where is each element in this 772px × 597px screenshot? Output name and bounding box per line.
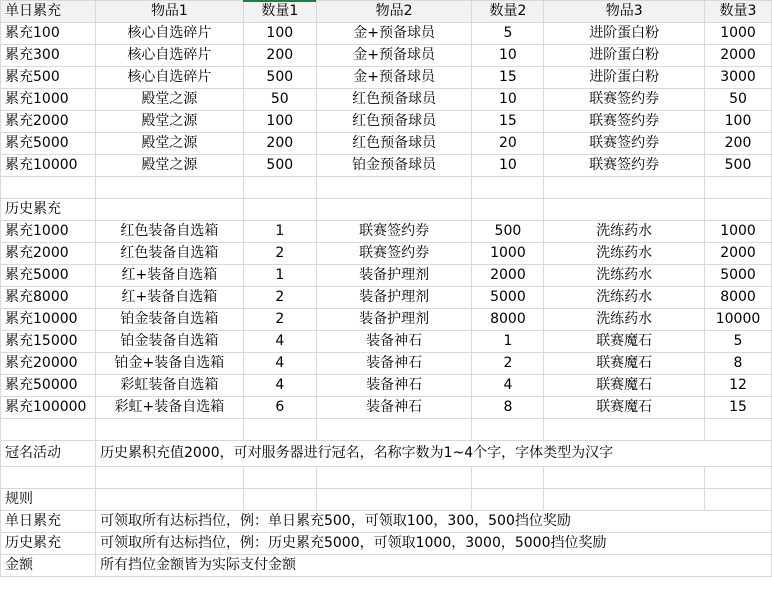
empty-cell[interactable]	[243, 177, 316, 199]
table-cell[interactable]: 洗练药水	[544, 287, 705, 309]
table-cell[interactable]: 4	[243, 331, 316, 353]
empty-cell[interactable]	[316, 419, 472, 441]
table-cell[interactable]: 红+装备自选箱	[95, 287, 243, 309]
history-row	[1, 331, 772, 353]
table-cell[interactable]: 4	[243, 375, 316, 397]
table-cell[interactable]: 进阶蛋白粉	[544, 45, 705, 67]
table-cell[interactable]: 500	[243, 155, 316, 177]
table-cell[interactable]: 累充20000	[1, 353, 96, 375]
row-label-cell[interactable]: 冠名活动	[1, 441, 96, 467]
table-cell[interactable]: 装备神石	[316, 375, 472, 397]
table-cell[interactable]: 铂金装备自选箱	[95, 331, 243, 353]
table-cell[interactable]: 联赛魔石	[544, 397, 705, 419]
empty-cell[interactable]	[316, 177, 472, 199]
table-cell[interactable]: 联赛签约券	[544, 133, 705, 155]
table-cell[interactable]: 1	[243, 265, 316, 287]
table-cell[interactable]: 联赛签约券	[316, 221, 472, 243]
daily-row	[1, 45, 772, 67]
history-row	[1, 353, 772, 375]
history-row	[1, 243, 772, 265]
empty-cell[interactable]	[705, 177, 772, 199]
table-cell[interactable]: 联赛签约券	[544, 155, 705, 177]
table-cell[interactable]: 5000	[472, 287, 544, 309]
empty-cell[interactable]	[544, 467, 705, 489]
section-title-cell[interactable]: 规则	[1, 489, 96, 511]
rule-row	[1, 555, 772, 577]
row-label-cell[interactable]: 历史累充	[1, 533, 96, 555]
empty-cell[interactable]	[705, 419, 772, 441]
table-cell[interactable]: 10	[472, 155, 544, 177]
table-cell[interactable]: 殿堂之源	[95, 111, 243, 133]
table-cell[interactable]: 累充1000	[1, 221, 96, 243]
empty-cell[interactable]	[95, 419, 243, 441]
table-cell[interactable]: 5	[472, 23, 544, 45]
table-cell[interactable]: 累充100	[1, 23, 96, 45]
table-cell[interactable]: 联赛魔石	[544, 331, 705, 353]
table-cell[interactable]: 15	[472, 67, 544, 89]
table-cell[interactable]: 500	[243, 67, 316, 89]
table-cell[interactable]: 红色装备自选箱	[95, 221, 243, 243]
table-cell[interactable]: 进阶蛋白粉	[544, 67, 705, 89]
table-cell[interactable]: 200	[705, 133, 772, 155]
rule-row	[1, 533, 772, 555]
table-cell[interactable]: 1000	[705, 221, 772, 243]
empty-cell[interactable]	[544, 177, 705, 199]
history-row	[1, 309, 772, 331]
table-cell[interactable]: 200	[243, 133, 316, 155]
empty-cell[interactable]	[95, 199, 243, 221]
empty-cell[interactable]	[243, 489, 316, 511]
history-row	[1, 221, 772, 243]
table-cell[interactable]: 2	[472, 353, 544, 375]
table-cell[interactable]: 累充500	[1, 67, 96, 89]
table-cell[interactable]: 2000	[705, 45, 772, 67]
table-cell[interactable]: 1	[472, 331, 544, 353]
table-cell[interactable]: 累充2000	[1, 243, 96, 265]
row-label-cell[interactable]: 金额	[1, 555, 96, 577]
table-cell[interactable]: 10000	[705, 309, 772, 331]
daily-row	[1, 67, 772, 89]
table-cell[interactable]: 50	[243, 89, 316, 111]
table-cell[interactable]: 8	[705, 353, 772, 375]
empty-cell[interactable]	[316, 467, 472, 489]
table-cell[interactable]: 累充2000	[1, 111, 96, 133]
table-cell[interactable]: 进阶蛋白粉	[544, 23, 705, 45]
table-cell[interactable]: 红+装备自选箱	[95, 265, 243, 287]
table-cell[interactable]: 12	[705, 375, 772, 397]
table-cell[interactable]: 100	[243, 111, 316, 133]
column-header[interactable]: 数量2	[472, 1, 544, 23]
table-cell[interactable]: 2	[243, 243, 316, 265]
empty-cell[interactable]	[1, 177, 96, 199]
row-text-cell[interactable]: 历史累积充值2000，可对服务器进行冠名，名称字数为1~4个字，字体类型为汉字	[95, 441, 771, 467]
table-cell[interactable]: 金+预备球员	[316, 23, 472, 45]
empty-cell[interactable]	[544, 489, 705, 511]
empty-cell[interactable]	[705, 199, 772, 221]
table-cell[interactable]: 2	[243, 309, 316, 331]
empty-cell[interactable]	[316, 199, 472, 221]
empty-cell[interactable]	[705, 489, 772, 511]
table-cell[interactable]: 铂金+装备自选箱	[95, 353, 243, 375]
table-cell[interactable]: 红色预备球员	[316, 133, 472, 155]
table-cell[interactable]: 核心自选碎片	[95, 67, 243, 89]
empty-cell[interactable]	[95, 177, 243, 199]
history-row	[1, 397, 772, 419]
table-cell[interactable]: 8000	[705, 287, 772, 309]
daily-row	[1, 23, 772, 45]
rules-title-row	[1, 489, 772, 511]
table-cell[interactable]: 4	[243, 353, 316, 375]
empty-cell[interactable]	[544, 419, 705, 441]
empty-cell[interactable]	[1, 467, 96, 489]
blank-row	[1, 177, 772, 199]
table-cell[interactable]: 装备护理剂	[316, 265, 472, 287]
table-cell[interactable]: 500	[472, 221, 544, 243]
table-cell[interactable]: 4	[472, 375, 544, 397]
table-cell[interactable]: 5000	[705, 265, 772, 287]
table-cell[interactable]: 3000	[705, 67, 772, 89]
table-cell[interactable]: 殿堂之源	[95, 133, 243, 155]
table-cell[interactable]: 红色装备自选箱	[95, 243, 243, 265]
table-cell[interactable]: 联赛签约券	[544, 111, 705, 133]
empty-cell[interactable]	[472, 199, 544, 221]
table-cell[interactable]: 铂金装备自选箱	[95, 309, 243, 331]
table-cell[interactable]: 10	[472, 89, 544, 111]
table-cell[interactable]: 核心自选碎片	[95, 45, 243, 67]
table-cell[interactable]: 装备神石	[316, 397, 472, 419]
empty-cell[interactable]	[243, 419, 316, 441]
row-label-cell[interactable]: 单日累充	[1, 511, 96, 533]
table-cell[interactable]: 15	[472, 111, 544, 133]
empty-cell[interactable]	[472, 489, 544, 511]
table-cell[interactable]: 洗练药水	[544, 265, 705, 287]
column-header[interactable]: 数量3	[705, 1, 772, 23]
selection-indicator	[243, 0, 316, 2]
table-cell[interactable]: 累充10000	[1, 155, 96, 177]
table-cell[interactable]: 8	[472, 397, 544, 419]
table-cell[interactable]: 2	[243, 287, 316, 309]
history-row	[1, 287, 772, 309]
table-cell[interactable]: 累充5000	[1, 265, 96, 287]
daily-row	[1, 89, 772, 111]
section-title-cell[interactable]: 历史累充	[1, 199, 96, 221]
table-cell[interactable]: 累充300	[1, 45, 96, 67]
history-row	[1, 265, 772, 287]
empty-cell[interactable]	[316, 489, 472, 511]
table-cell[interactable]: 5	[705, 331, 772, 353]
column-header[interactable]: 单日累充	[1, 1, 96, 23]
table-cell[interactable]: 8000	[472, 309, 544, 331]
table-cell[interactable]: 红色预备球员	[316, 111, 472, 133]
table-cell[interactable]: 联赛签约券	[544, 89, 705, 111]
table-cell[interactable]: 装备神石	[316, 331, 472, 353]
column-header[interactable]: 物品3	[544, 1, 705, 23]
empty-cell[interactable]	[243, 467, 316, 489]
table-cell[interactable]: 装备护理剂	[316, 287, 472, 309]
empty-cell[interactable]	[95, 489, 243, 511]
table-cell[interactable]: 累充100000	[1, 397, 96, 419]
column-header[interactable]: 物品2	[316, 1, 472, 23]
table-cell[interactable]: 1	[243, 221, 316, 243]
column-header[interactable]: 物品1	[95, 1, 243, 23]
table-cell[interactable]: 累充1000	[1, 89, 96, 111]
column-header[interactable]: 数量1	[243, 1, 316, 23]
header-row	[1, 1, 772, 23]
empty-cell[interactable]	[472, 177, 544, 199]
table-cell[interactable]: 彩虹+装备自选箱	[95, 397, 243, 419]
table-cell[interactable]: 2000	[472, 265, 544, 287]
empty-cell[interactable]	[1, 419, 96, 441]
empty-cell[interactable]	[705, 467, 772, 489]
history-title-row	[1, 199, 772, 221]
table-cell[interactable]: 500	[705, 155, 772, 177]
table-cell[interactable]: 200	[243, 45, 316, 67]
rule-row	[1, 511, 772, 533]
table-cell[interactable]: 洗练药水	[544, 243, 705, 265]
table-cell[interactable]: 殿堂之源	[95, 155, 243, 177]
history-row	[1, 375, 772, 397]
daily-row	[1, 155, 772, 177]
table-cell[interactable]: 联赛魔石	[544, 375, 705, 397]
row-text-cell[interactable]: 所有挡位金额皆为实际支付金额	[95, 555, 771, 577]
row-text-cell[interactable]: 可领取所有达标挡位，例：单日累充500，可领取100，300，500挡位奖励	[95, 511, 771, 533]
table-cell[interactable]: 100	[705, 111, 772, 133]
row-text-cell[interactable]: 可领取所有达标挡位，例：历史累充5000，可领取1000，3000，5000挡位奖励	[95, 533, 771, 555]
table-cell[interactable]: 殿堂之源	[95, 89, 243, 111]
table-cell[interactable]: 装备护理剂	[316, 309, 472, 331]
daily-row	[1, 111, 772, 133]
table-cell[interactable]: 15	[705, 397, 772, 419]
empty-cell[interactable]	[243, 199, 316, 221]
table-cell[interactable]: 装备神石	[316, 353, 472, 375]
table-cell[interactable]: 1000	[472, 243, 544, 265]
table-cell[interactable]: 6	[243, 397, 316, 419]
table-cell[interactable]: 彩虹装备自选箱	[95, 375, 243, 397]
table-cell[interactable]: 金+预备球员	[316, 45, 472, 67]
table-cell[interactable]: 1000	[705, 23, 772, 45]
table-cell[interactable]: 联赛签约券	[316, 243, 472, 265]
empty-cell[interactable]	[472, 467, 544, 489]
table-cell[interactable]: 50	[705, 89, 772, 111]
table-cell[interactable]: 2000	[705, 243, 772, 265]
table-cell[interactable]: 100	[243, 23, 316, 45]
table-cell[interactable]: 联赛魔石	[544, 353, 705, 375]
table-cell[interactable]: 累充15000	[1, 331, 96, 353]
blank-row	[1, 467, 772, 489]
table-cell[interactable]: 洗练药水	[544, 309, 705, 331]
blank-row	[1, 419, 772, 441]
table-cell[interactable]: 累充10000	[1, 309, 96, 331]
table-cell[interactable]: 铂金预备球员	[316, 155, 472, 177]
table-cell[interactable]: 累充5000	[1, 133, 96, 155]
daily-row	[1, 133, 772, 155]
table-cell[interactable]: 累充50000	[1, 375, 96, 397]
table-cell[interactable]: 金+预备球员	[316, 67, 472, 89]
empty-cell[interactable]	[95, 467, 243, 489]
empty-cell[interactable]	[544, 199, 705, 221]
naming-row	[1, 441, 772, 467]
empty-cell[interactable]	[472, 419, 544, 441]
table-cell[interactable]: 核心自选碎片	[95, 23, 243, 45]
table-cell[interactable]: 洗练药水	[544, 221, 705, 243]
table-cell[interactable]: 20	[472, 133, 544, 155]
table-cell[interactable]: 10	[472, 45, 544, 67]
table-cell[interactable]: 累充8000	[1, 287, 96, 309]
table-cell[interactable]: 红色预备球员	[316, 89, 472, 111]
